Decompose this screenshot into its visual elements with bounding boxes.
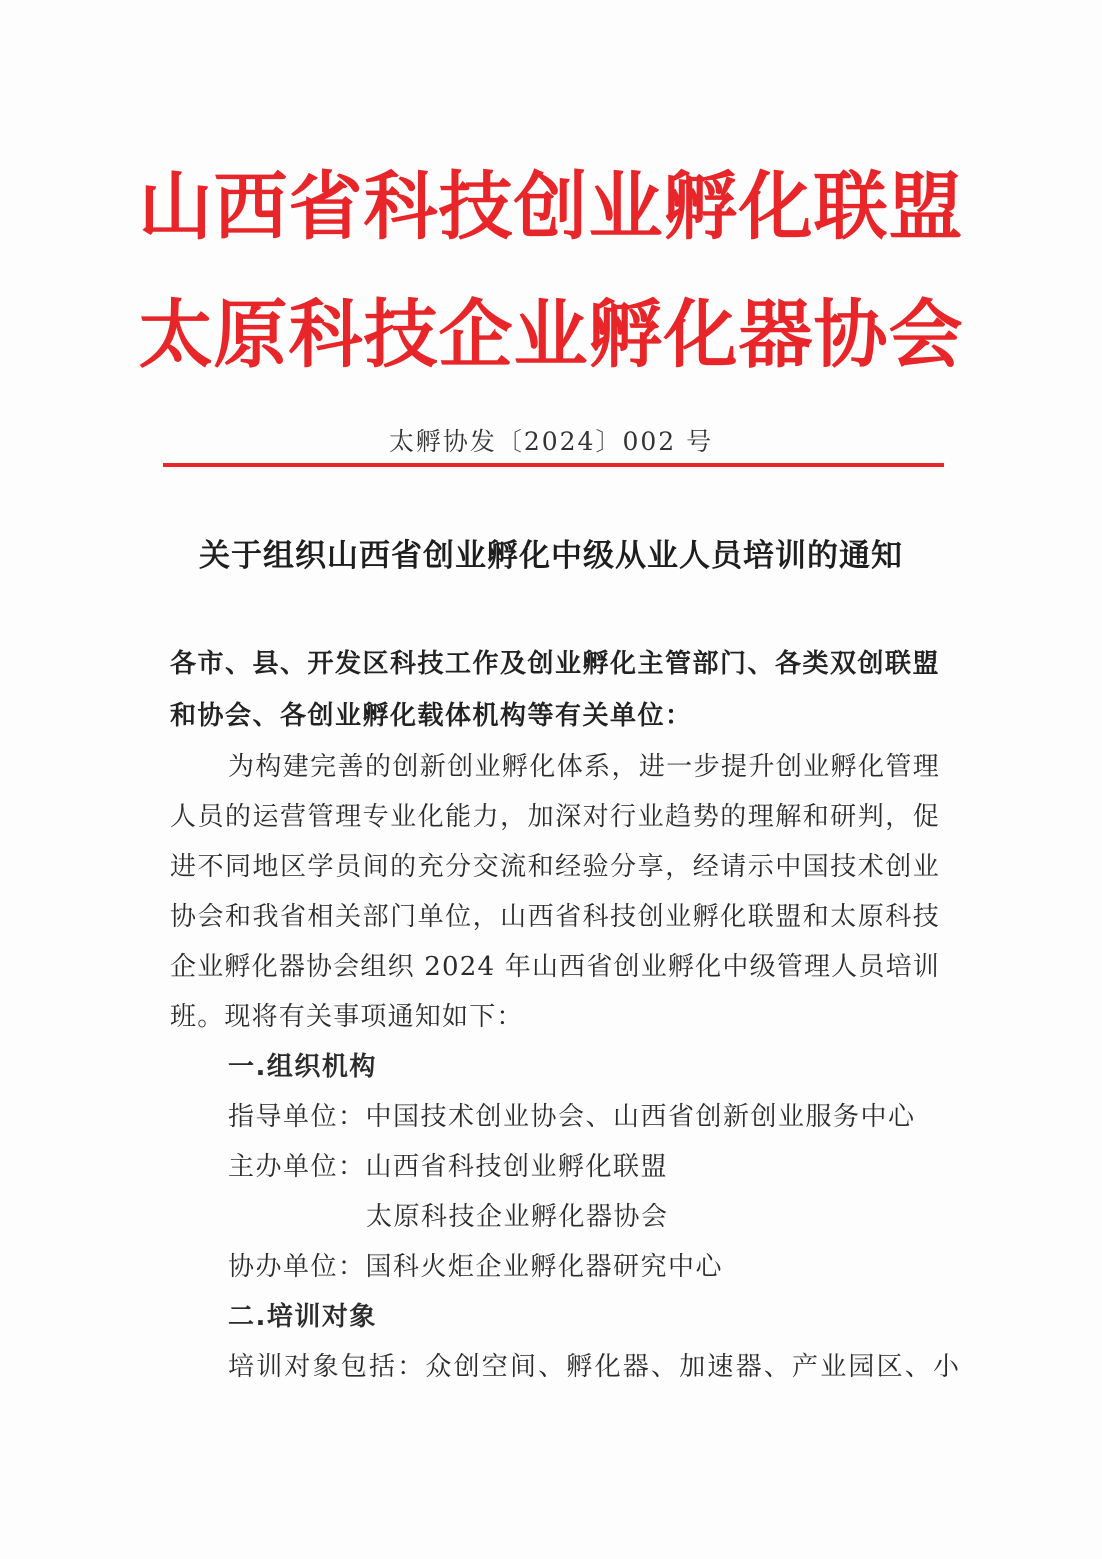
recipients: 各市、县、开发区科技工作及创业孵化主管部门、各类双创联盟和协会、各创业孵化载体机构等有关单位：: [170, 649, 941, 731]
co-unit-value: 国科火炬企业孵化器研究中心: [365, 1252, 724, 1282]
document-title: 关于组织山西省创业孵化中级从业人员培训的通知: [199, 538, 903, 574]
guide-unit-label: 指导单位：: [228, 1102, 366, 1132]
host-unit-value-2: 太原科技企业孵化器协会: [366, 1202, 669, 1232]
host-unit-label: 主办单位：: [228, 1152, 366, 1182]
section-2-heading: 二.培训对象: [228, 1302, 377, 1332]
co-unit-row: [170, 1242, 940, 1292]
host-unit-row: [170, 1142, 940, 1192]
org-name-line-2: 太原科技企业孵化器协会: [138, 292, 964, 378]
section-1-heading: 一.组织机构: [228, 1052, 377, 1082]
guide-unit-row: [170, 1092, 940, 1142]
host-unit-row-2: [170, 1192, 940, 1242]
document-number: 太孵协发〔2024〕002 号: [388, 427, 714, 456]
section-2-text: 培训对象包括：众创空间、孵化器、加速器、产业园区、小: [228, 1352, 962, 1382]
intro-paragraph: 为构建完善的创新创业孵化体系，进一步提升创业孵化管理人员的运营管理专业化能力，加深对行业趋势的理解和研判，促进不同地区学员间的充分交流和经验分享，经请示中国技术创业协会和我省相关部门单位，山西省科技创业孵化联盟和太原科技企业孵化器协会组织 2024 年山西省创业孵化中级管理人员培训班。现将有关事项通知如下：: [170, 752, 940, 1032]
org-name-line-1: 山西省科技创业孵化联盟: [138, 164, 964, 250]
co-unit-label: 协办单位：: [228, 1252, 366, 1282]
document-body: [170, 638, 962, 1392]
red-divider: [163, 463, 944, 467]
host-unit-value-1: 山西省科技创业孵化联盟: [365, 1152, 669, 1182]
guide-unit-value: 中国技术创业协会、山西省创新创业服务中心: [365, 1102, 916, 1132]
